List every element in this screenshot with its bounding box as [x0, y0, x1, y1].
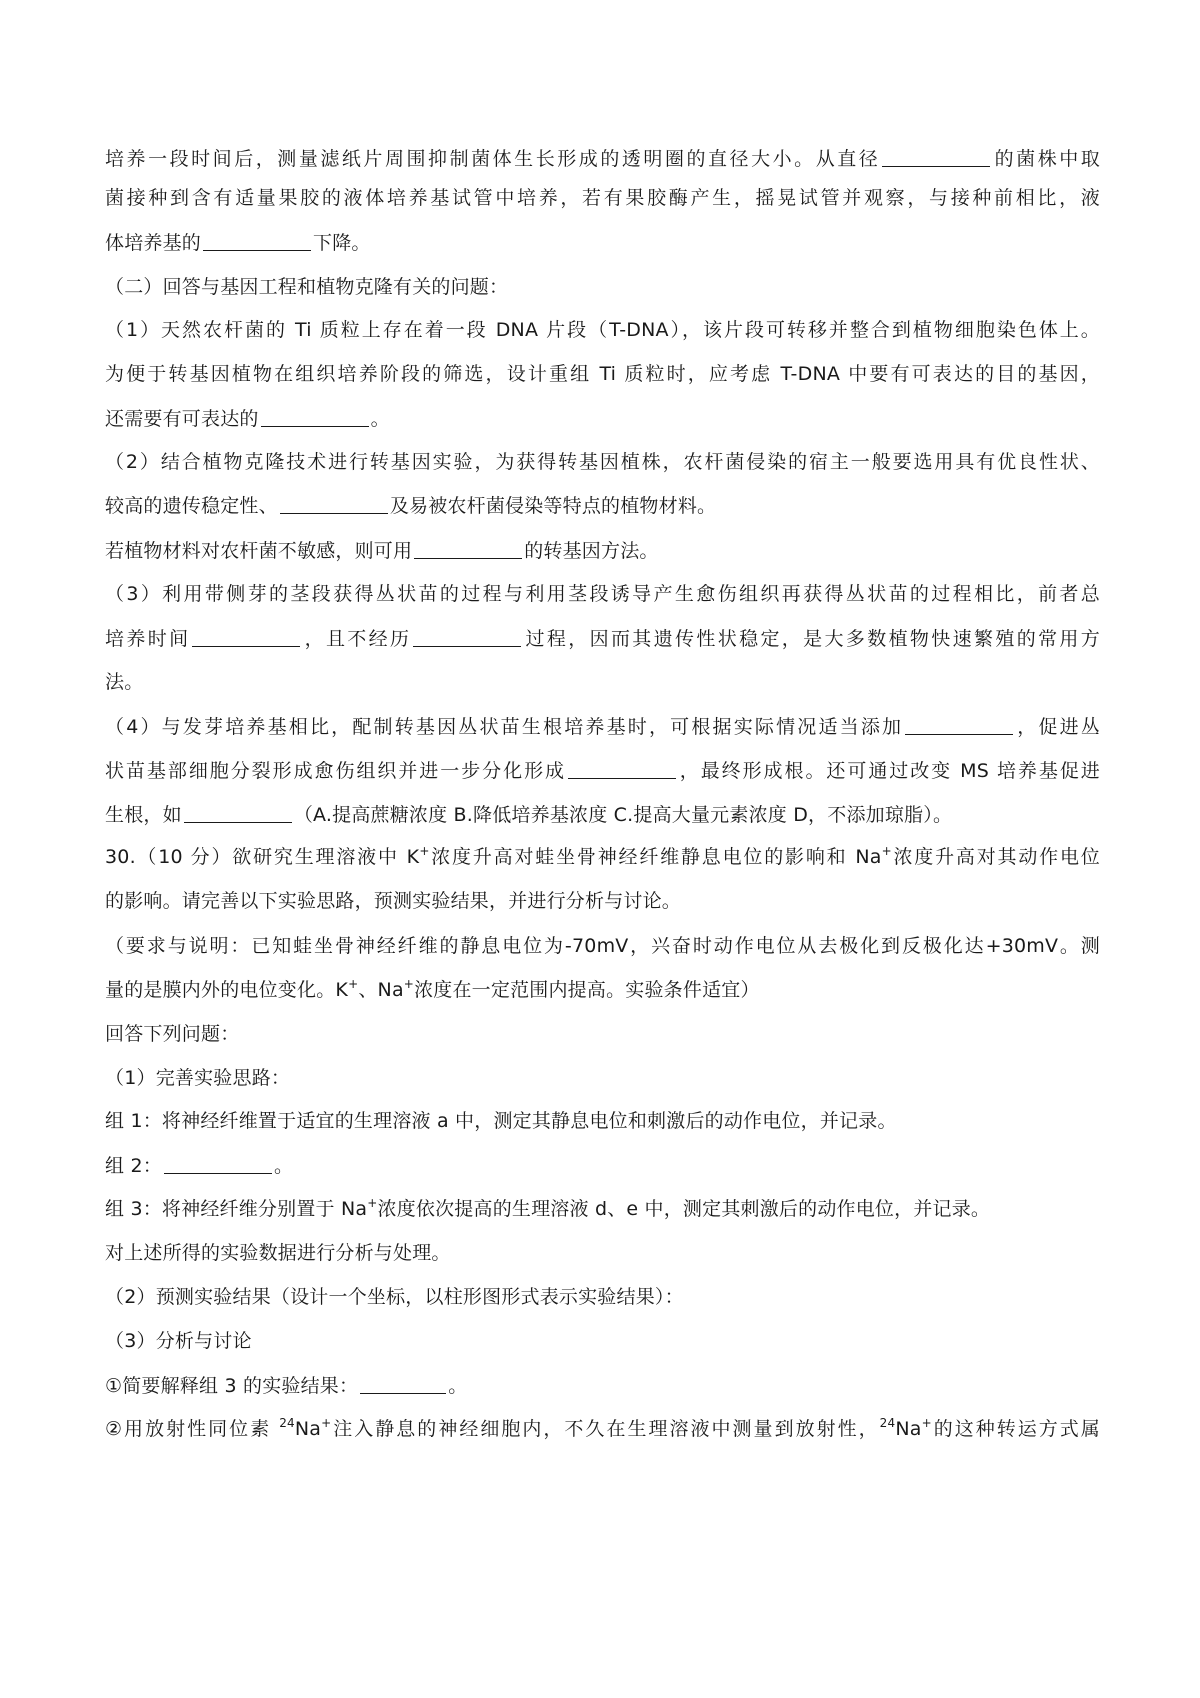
text-segment: 的菌株中取: [992, 148, 1100, 170]
text-line: [105, 1285, 1100, 1309]
answer-blank[interactable]: [261, 406, 369, 427]
text-segment: （要求与说明：已知蛙坐骨神经纤维的静息电位为-70mV，兴奋时动作电位从去极化到反极化达+30mV。测: [105, 935, 1100, 957]
text-segment: 还需要有可表达的: [105, 408, 259, 430]
text-segment: 30.（10 分）欲研究生理溶液中 K: [105, 846, 420, 868]
answer-blank[interactable]: [184, 802, 292, 823]
text-line: [105, 1241, 1100, 1265]
text-line: [105, 1022, 1100, 1046]
text-segment: （1）完善实验思路：: [105, 1067, 291, 1089]
superscript: +: [321, 1416, 332, 1430]
text-segment: 组 1：将神经纤维置于适宜的生理溶液 a 中，测定其静息电位和刺激后的动作电位，并记录。: [105, 1110, 897, 1132]
text-segment: 培养一段时间后，测量滤纸片周围抑制菌体生长形成的透明圈的直径大小。从直径: [105, 148, 881, 170]
text-segment: 的转基因方法。: [524, 540, 659, 562]
text-segment: 法。: [105, 671, 144, 693]
text-segment: 的这种转运方式属: [931, 1418, 1101, 1440]
superscript: 24: [879, 1416, 896, 1430]
text-segment: ，最终形成根。还可通过改变 MS 培养基促进: [677, 760, 1100, 782]
text-segment: （3）分析与讨论: [105, 1330, 252, 1352]
text-segment: ②用放射性同位素: [105, 1418, 280, 1440]
text-line: [105, 889, 1100, 913]
text-line: [105, 1153, 1100, 1178]
answer-blank[interactable]: [882, 146, 990, 167]
text-line: [105, 538, 1100, 563]
text-segment: ①简要解释组 3 的实验结果：: [105, 1375, 359, 1397]
text-segment: （A.提高蔗糖浓度 B.降低培养基浓度 C.提高大量元素浓度 D，不添加琼脂）。: [293, 804, 953, 826]
text-segment: 为便于转基因植物在组织培养阶段的筛选，设计重组 Ti 质粒时，应考虑 T-DNA 中要有可表达的目的基因，: [105, 363, 1100, 385]
question-heading: [105, 845, 1100, 869]
text-segment: 较高的遗传稳定性、: [105, 495, 278, 517]
text-segment: 及易被农杆菌侵染等特点的植物材料。: [389, 495, 717, 517]
text-line: [105, 318, 1100, 342]
text-segment: 组 3：将神经纤维分别置于 Na: [105, 1198, 368, 1220]
answer-blank[interactable]: [164, 1153, 272, 1174]
text-segment: （二）回答与基因工程和植物克隆有关的问题：: [105, 276, 509, 298]
text-segment: 下降。: [313, 232, 371, 254]
text-segment: Na: [895, 1418, 922, 1440]
text-segment: 回答下列问题：: [105, 1023, 240, 1045]
text-segment: 菌接种到含有适量果胶的液体培养基试管中培养，若有果胶酶产生，摇晃试管并观察，与接种前相比，液: [105, 187, 1100, 209]
text-line: [105, 626, 1100, 651]
answer-blank[interactable]: [414, 538, 522, 559]
text-segment: （1）天然农杆菌的 Ti 质粒上存在着一段 DNA 片段（T-DNA），该片段可转移并整合到植物细胞染色体上。: [105, 319, 1100, 341]
superscript: +: [403, 977, 415, 991]
text-segment: （4）与发芽培养基相比，配制转基因丛状苗生根培养基时，可根据实际情况适当添加: [105, 716, 904, 738]
text-line: [105, 670, 1100, 694]
text-segment: 状苗基部细胞分裂形成愈伤组织并进一步分化形成: [105, 760, 566, 782]
superscript: +: [921, 1416, 932, 1430]
text-segment: 浓度升高对其动作电位: [891, 846, 1100, 868]
text-segment: Na: [294, 1418, 322, 1440]
answer-blank[interactable]: [568, 758, 676, 779]
superscript: 24: [279, 1416, 295, 1430]
text-segment: 组 2：: [105, 1155, 162, 1177]
text-line: [105, 758, 1100, 783]
text-line: [105, 406, 1100, 431]
text-segment: 培养时间: [105, 628, 191, 650]
text-line: [105, 802, 1100, 827]
text-line: [105, 186, 1100, 210]
superscript: +: [881, 844, 892, 858]
text-segment: 对上述所得的实验数据进行分析与处理。: [105, 1242, 451, 1264]
text-segment: 浓度升高对蛙坐骨神经纤维静息电位的影响和 Na: [429, 846, 882, 868]
text-line: [105, 714, 1100, 739]
text-segment: 若植物材料对农杆菌不敏感，则可用: [105, 540, 413, 562]
answer-blank[interactable]: [413, 626, 521, 647]
text-line: [105, 362, 1100, 386]
text-segment: 浓度在一定范围内提高。实验条件适宜）: [414, 979, 760, 1001]
answer-blank[interactable]: [192, 626, 300, 647]
superscript: +: [419, 844, 430, 858]
text-segment: 注入静息的神经细胞内，不久在生理溶液中测量到放射性，: [331, 1418, 880, 1440]
answer-blank[interactable]: [203, 230, 311, 251]
text-line: [105, 146, 1100, 171]
text-segment: （3）利用带侧芽的茎段获得丛状苗的过程与利用茎段诱导产生愈伤组织再获得丛状苗的过程相比，前者总: [105, 583, 1100, 605]
superscript: +: [367, 1196, 378, 1210]
text-line: [105, 934, 1100, 958]
text-segment: （2）预测实验结果（设计一个坐标，以柱形图形式表示实验结果）：: [105, 1286, 684, 1308]
text-segment: ，且不经历: [302, 628, 412, 650]
text-segment: 量的是膜内外的电位变化。K: [105, 979, 349, 1001]
text-line: [105, 230, 1100, 255]
text-segment: 、Na: [358, 979, 404, 1001]
text-line: [105, 1329, 1100, 1353]
text-line: [105, 582, 1100, 606]
text-line: [105, 1066, 1100, 1090]
text-line: [105, 1373, 1100, 1398]
text-segment: （2）结合植物克隆技术进行转基因实验，为获得转基因植株，农杆菌侵染的宿主一般要选用具有优良性状、: [105, 451, 1100, 473]
answer-blank[interactable]: [360, 1373, 446, 1394]
text-segment: 生根，如: [105, 804, 182, 826]
text-segment: 浓度依次提高的生理溶液 d、e 中，测定其刺激后的动作电位，并记录。: [377, 1198, 991, 1220]
text-segment: ，促进丛: [1015, 716, 1100, 738]
text-line: [105, 450, 1100, 474]
answer-blank[interactable]: [280, 493, 388, 514]
text-line: [105, 978, 1100, 1002]
text-segment: 。: [448, 1375, 468, 1397]
text-segment: 。: [370, 408, 390, 430]
text-line: [105, 1417, 1100, 1441]
text-line: [105, 1197, 1100, 1221]
superscript: +: [348, 977, 359, 991]
text-line: [105, 493, 1100, 518]
text-segment: 过程，因而其遗传性状稳定，是大多数植物快速繁殖的常用方: [523, 628, 1100, 650]
text-segment: 。: [273, 1155, 294, 1177]
answer-blank[interactable]: [905, 714, 1013, 735]
text-segment: 体培养基的: [105, 232, 202, 254]
text-segment: 的影响。请完善以下实验思路，预测实验结果，并进行分析与讨论。: [105, 890, 682, 912]
section-heading: [105, 275, 1100, 299]
text-line: [105, 1109, 1100, 1133]
